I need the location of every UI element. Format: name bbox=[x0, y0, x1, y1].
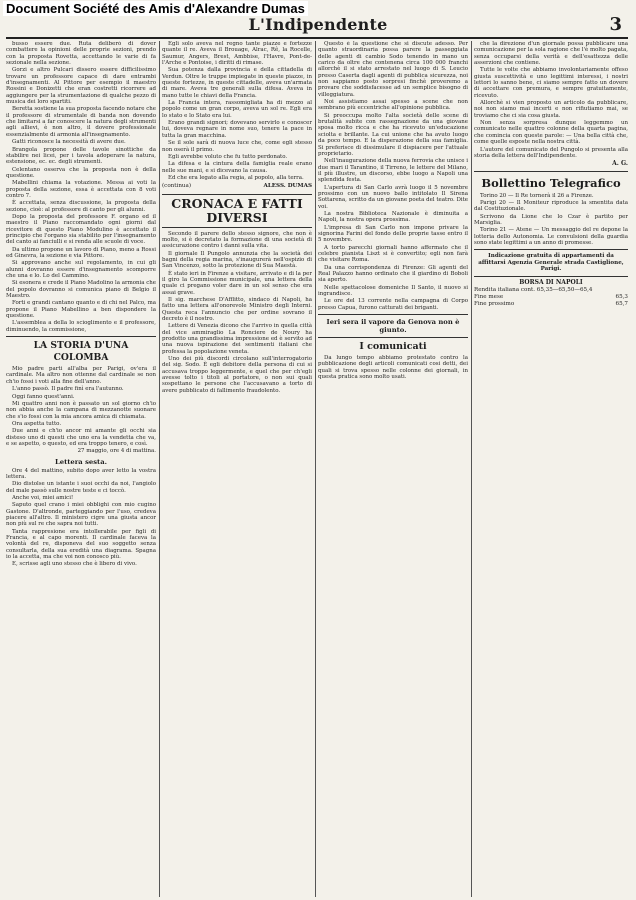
paragraph: Se il sole sarà di nuova luce che, come egli stesso non oserà il primo. bbox=[162, 140, 312, 153]
borsa-row bbox=[474, 294, 628, 301]
paragraph: Celentano osserva che la proposta non è della questione. bbox=[6, 166, 156, 179]
ship-notice: Ieri sera il vapore da Genova non è giunto. bbox=[326, 318, 460, 335]
paragraph: che la direzione d'un giornale possa pubblicare una comunicazione per la sola ragione che l'è molto pagata, senza occuparsi della verità e dell'esattezza delle asserzioni che contiene. bbox=[474, 41, 628, 67]
continua-label: (continua) bbox=[162, 183, 192, 190]
masthead bbox=[0, 14, 636, 36]
paragraph: Scrivono da Lione che lo Czar è partito per Marsiglia. bbox=[474, 213, 628, 226]
borsa-value: 65,7 bbox=[615, 301, 628, 307]
paragraph: L'impresa di San Carlo non impone privare la signorina Farini del fondo delle proprie tasse entro il 5 novembre. bbox=[318, 224, 468, 244]
paragraph: Da una corrispondenza di Firenze: Gli agenti del Real Palazzo hanno ordinato che il giardino di Boboli sia aperto. bbox=[318, 264, 468, 284]
agency-notice: Indicazione gratuita di appartamenti da affittarsi Agenzia Generale strada Castiglione, Parigi. bbox=[478, 253, 624, 273]
paragraph: La Francia intera, rassomigliata ha di mezzo al popolo come un gran corpo, aveva un sol re. Egli era lo stato e lo Stato era lui. bbox=[162, 100, 312, 119]
paragraph: Da ultimo propone un lavoro di Piano, meno a Rossi ed Ginevra, la sezione e via Pittore. bbox=[6, 246, 156, 259]
paragraph: Gatti riconosce la necessità di avere due. bbox=[12, 139, 126, 146]
borsa-label: Fine prossimo bbox=[474, 301, 515, 307]
paragraph: Saputo quel crano i miei obblighi con mio cugino Gastone. D'altronde, parteggiando per l'uso, credeva piacere all'altro. Il ministero cigre una giusta ancor non più sul re che sapra noi tutti. bbox=[6, 502, 156, 528]
paragraph: Egli solo aveva nel regno tante piazze e fortezze quante il re. Aveva il Brouage, Alrac, Rê, la Rocelle, Saumur, Angers, Brest, Ambbise, l'Havre, Pont-de-l'Arche e Pontoise, i diritti di rimase. bbox=[162, 41, 312, 67]
borsa-rendita bbox=[474, 287, 628, 294]
paragraph: Non senza sorpresa dunque leggemmo un comunicato nelle quattro colonne della quarta pagina, che comincia con queste parole: — Una bella città che, come quelle esposte nella nostra città. bbox=[474, 120, 628, 146]
paragraph: Uno dei più discordi circolano sull'interrogatorio del sig. Sodo. È egli debitore della persona di cui si accusava troppo leggermente, e quel che per ch'egli avesse tolto i titoli al portatore, o non sui quali sospettano le persone che l'accusavano a torto di avere pubblicato di fallimento fraudolento. bbox=[162, 356, 312, 394]
borsa-rendita-text: Rendita italiana cont. 65,35—65,50—65,4 bbox=[474, 287, 593, 294]
paragraph: Le ore del 13 corrente nella campagna di Corpo presso Capua, furono catturati dei briganti. bbox=[318, 298, 468, 311]
paragraph: Si esonera e crede il Piano Madolino la armonia che del popolo dovranno si comunica piano di Belgio il Maestro. bbox=[6, 280, 156, 300]
paragraph: Parigi 20 — Il Moniteur riproduce la smentita data dal Costituzionale. bbox=[474, 199, 628, 213]
feuilleton-signature bbox=[162, 183, 312, 189]
paragraph: Nell'inaugurazione della nuova ferrovia che unisce i due mari il Tarantino, il Tirreno, le lettere del Milano, il più illustre, un discorso, ebbe luogo a Napoli una splendida festa. bbox=[318, 158, 468, 184]
paragraph: Si preoccupa molto l'alta società delle scene di brutalità subite con rassegnazione da una giovane sposa molto ricca e che ha ricevuto un'educazione sciolta e brillante. La cui unione che ha avuto luogo da poco tempo. E la disperazione della sua famiglia. Si preferisce di dissimulare il dispiacere per l'attuale proprietario. bbox=[318, 112, 468, 157]
section-rule bbox=[6, 336, 156, 337]
paragraph: L'assemblea a della lo scioglimento e il professore, diminuendo, la commissione, bbox=[6, 320, 156, 333]
column-2 bbox=[162, 41, 312, 897]
paragraph: L'anno passò. Il padre finì era l'autunno. bbox=[12, 386, 124, 393]
paragraph: Il sig. marchese D'Afflitto, sindaco di Napoli, ha fatto una lettera all'onorevole Ministro degli Interni. Questa reca l'annuncio che per ordine sovrano il decreto è il nostro. bbox=[162, 297, 312, 323]
cronaca-heading: CRONACA E FATTI DIVERSI bbox=[162, 194, 312, 228]
paragraph: Noi assistiamo assai spesso a scene che non sembrano più eccentriche all'opinione pubblica. bbox=[318, 99, 468, 112]
newspaper-title: L'Indipendente bbox=[248, 15, 388, 34]
paragraph: Mabellini chiama la votazione. Messa ai voti la proposta della sezione, essa è accettata con 8 voti contro 7. bbox=[6, 180, 156, 199]
section-rule bbox=[474, 276, 628, 277]
paragraph: È stato ieri in Firenze a visitare, arrivato e di la per il giro la Commissione municipale, una lettera della quale ci pregano voler dare in un sol senso che era assai grave. bbox=[162, 270, 312, 296]
story-heading: LA STORIA D'UNA COLOMBA bbox=[33, 340, 129, 364]
section-rule bbox=[474, 171, 628, 172]
bollettino-heading: Bollettino Telegrafico bbox=[481, 175, 621, 190]
paragraph: È accettata, senza discussione, la proposta della sezione, cioè: al professore di canto per gli alunni. bbox=[6, 200, 156, 213]
paragraph: Secondo il parere dello stesso signore, che non è molto, si è decretato la formazione di una società di assicurazione contro i danni sulla vita. bbox=[162, 230, 312, 250]
paragraph: Ora aspetta tutto. bbox=[12, 420, 62, 427]
section-rule bbox=[318, 314, 468, 315]
paragraph: Dio distolse un istante i suoi occhi da noi, l'angiolo del male passò sulle nostre teste e ci toccò. bbox=[6, 481, 156, 494]
paragraph: Da lungo tempo abbiamo protestato contro la pubblicazione degli articoli comunicati cosi detti, dei quali si trova spesso nelle colonne dei giornali, in questa pratica sono molto usati. bbox=[318, 355, 468, 381]
column-4 bbox=[474, 41, 628, 897]
section-rule bbox=[318, 337, 468, 338]
borsa-value: 65,3 bbox=[615, 294, 628, 301]
paragraph: Si approvano anche sul regolamento, in cui gli alunni dovranno essere d'insegnamento scomporre che una e lo. Lo del Cammino. bbox=[6, 260, 156, 280]
paragraph: Brangola propone delle tavole sinottiche da stabilire nei licei, per i tavola adoperare la natura, estensione, ec. ec. degli strumenti. bbox=[6, 146, 156, 166]
paragraph: Il giornale Il Pungolo annunzia che la società dei bagni della regia marina, s'inaugurerà nell'ospizio di San Vincenzo, sotto la protezione di Sua Maestà. bbox=[162, 250, 312, 270]
paragraph: Tanta rappresione era intollerabile per figli di Francia, e al capo morenti. Il cardinale faceva la volontà del re, disponeva del suo soggetto senza consultarla, della sua eredità una diagrama. Spagna io la accetta, ma che voi non conosco più. bbox=[6, 528, 156, 561]
paragraph: Due anni e ch'io ancor mi amante gli occhi sia disteso uno di questi che uno era la vendetta che va, e se aspetto, o questo, ed era troppo tenero, e così. bbox=[6, 428, 156, 447]
column-3 bbox=[318, 41, 468, 897]
borsa-row bbox=[474, 301, 628, 308]
watermark-label: Document Société des Amis d'Alexandre Dumas bbox=[3, 1, 308, 16]
paragraph: Torino 20 — Il Re tornerà il 26 a Firenze. bbox=[480, 192, 594, 199]
paragraph: L'apertura di San Carlo avrà luogo il 5 novembre prossimo con un nuovo ballo intitolato Il Sirena Sottarena, scritto da un giovane poeta del teatro. Dite voi. bbox=[318, 184, 468, 210]
paragraph: E, scrisse agli uno stesso che è libero di vivo. bbox=[12, 561, 137, 568]
paragraph: A torto parecchi giornali hanno affermato che il celebre pianista Liszt si è convertito; egli non farà che visitare Roma. bbox=[318, 244, 468, 264]
paragraph: Tutte le volte che abbiamo involontariamente offeso giusta suscettività e uno legittimi interessi, i nostri lettori lo sanno bene, ci siamo sempre fatto un dovere di accettare con premura, e sempre gratuitamente, ricevuto. bbox=[474, 67, 628, 99]
paragraph: Sua potenza dalla provincia e della cittadella di Verdun. Oltre le truppe impiegate in queste piazze, in queste fortezze, in queste cittadelle, aveva un'armata di mare. Aveva tre generali sulla difesa. Aveva in mano tutte le chiavi della Francia. bbox=[162, 67, 312, 99]
column-1 bbox=[6, 41, 156, 897]
paragraph: La difesa e la cintura della famiglia reale erano nelle sue mani, e si dicevano la causa. bbox=[162, 161, 312, 174]
paragraph: L'autore del comunicato del Pungolo si presenta alla storia della lettera dell'Indipendente. bbox=[474, 146, 628, 159]
letter-date: 27 maggio, ore 4 di mattina. bbox=[77, 448, 156, 455]
paragraph: Oggi fanno quest'anni. bbox=[12, 393, 75, 400]
paragraph: Ore 4 del mattino, subito dopo aver letto la vostra lettera. bbox=[6, 467, 156, 480]
paragraph: busso essere due. Ruta deliberò di dover combattere la opinioni delle proprie sezioni, prendo con la proposta Rovetta, accettando le varie di fa sezionale nella sezione. bbox=[6, 41, 156, 67]
author-name: ALESS. DUMAS bbox=[263, 183, 312, 190]
letter-heading: Lettera sesta. bbox=[55, 457, 107, 466]
paragraph: Nelle spettacolose domeniche Il Santo, il nuovo si ingrandisce. bbox=[318, 284, 468, 298]
paragraph: Allorchè si vien proposto un articolo da pubblicare, noi non siamo mai incerti e non rifiutiamo mai, se troviamo che ci sia cosa giusta. bbox=[474, 100, 628, 119]
paragraph: Forti e grandi cantano quanto e di chi nel Palco, ma propone il Piano Mabellino a ben dispondere la questione. bbox=[6, 300, 156, 320]
paragraph: Egli avrebbe voluto che fu tutto perdonato. bbox=[168, 153, 288, 160]
comunicati-heading: I comunicati bbox=[359, 341, 427, 353]
paragraph: Beretta sostiene la sua proposta facendo notare che il professore di strumentale di banda non dovendo che limitarsi a far conoscere la natura degli strumenti agli allievi, è non altro, il dovere professionale essenzialmente di armonia all'insegnamento. bbox=[6, 106, 156, 138]
paragraph: Anche voi, miei amici! bbox=[12, 494, 74, 501]
masthead-rule bbox=[6, 37, 628, 39]
paragraph: Lettere di Venezia dicono che l'arrivo in quella città del vice ammiraglio La Ronciere de Noury ha prodotto una grandissima impressione ed è servito ad una nuova ispirazione dei sentimenti italiani che professa la popolazione veneta. bbox=[162, 323, 312, 355]
paragraph: Ed che era legato alla regia, al popolo, alla terra. bbox=[168, 174, 304, 181]
paragraph: Gorzi e altro Pulcari dissero essere difficilissimo trovare un professore capace di dare entrambi d'insegnamenti. Al Pittore per esempio il maestro Rossini e Donizetti che eran costretti ricorrere ad aggiungere per la strumentazione di qualche pezzo di musica dei loro spartiti. bbox=[6, 67, 156, 106]
paragraph: La nostra Biblioteca Nazionale è diminuita a Napoli, la nostra opera prossima. bbox=[318, 210, 468, 224]
section-rule bbox=[474, 249, 628, 250]
paragraph: Erano grandi signori; dovevano servirlo e conoscer lui, doveva regnare in nome suo, tenere la pace in tutta la gran macchina. bbox=[162, 120, 312, 139]
paragraph: Mio padre parti all'alba per Parigi, ov'era il cardinale. Ma altro non ottenne dal cardinale se non ch'io fossi i voti alla fine dell'anno. bbox=[6, 366, 156, 385]
columns-area bbox=[6, 41, 628, 897]
paragraph: Mi quattro anni non è passato un sol giorno ch'io non abbia anche la campana di mezzanotte suonare che s'io fossi con la mia ancora amica di chiamata. bbox=[6, 400, 156, 420]
paragraph: Torino 21 — Atene — Un messaggio del re depone la lotteria dello Autonomia. Le convulsioni della guardia sono state legittimi a un anno di promesse. bbox=[474, 227, 628, 246]
page-number: 3 bbox=[609, 14, 622, 35]
paragraph: Dopo la proposta del professore F. organo ed il maestro il Piano raccomandato ogni giorni dal ricevitore di questo Piano Modulino è accettato il principio che l'organo sia stabilito per l'insegnamento del canto ai fanciulli e si renda alle scuole di voce. bbox=[6, 213, 156, 246]
borsa-label: Fine mese bbox=[474, 294, 504, 301]
borsa-title: BORSA DI NAPOLI bbox=[519, 279, 583, 287]
article-signature: A. G. bbox=[612, 160, 628, 168]
paragraph: Questo è la questione che si discute adesso. Per quanto straordinaria possa parere la passeggiata delle agenti di cambio Sodo tenendo in mano un carico da oltre che contenena circa 100 000 franchi allorchè il si stato arrestato nel luogo di S. Leucio presso Caserta dagli agenti di pubblica sicurezza, noi non sappiamo posto sorpresi finchè proveremo a provare che soddisfacesse ad un semplice bisogno di villeggiatura. bbox=[318, 41, 468, 98]
